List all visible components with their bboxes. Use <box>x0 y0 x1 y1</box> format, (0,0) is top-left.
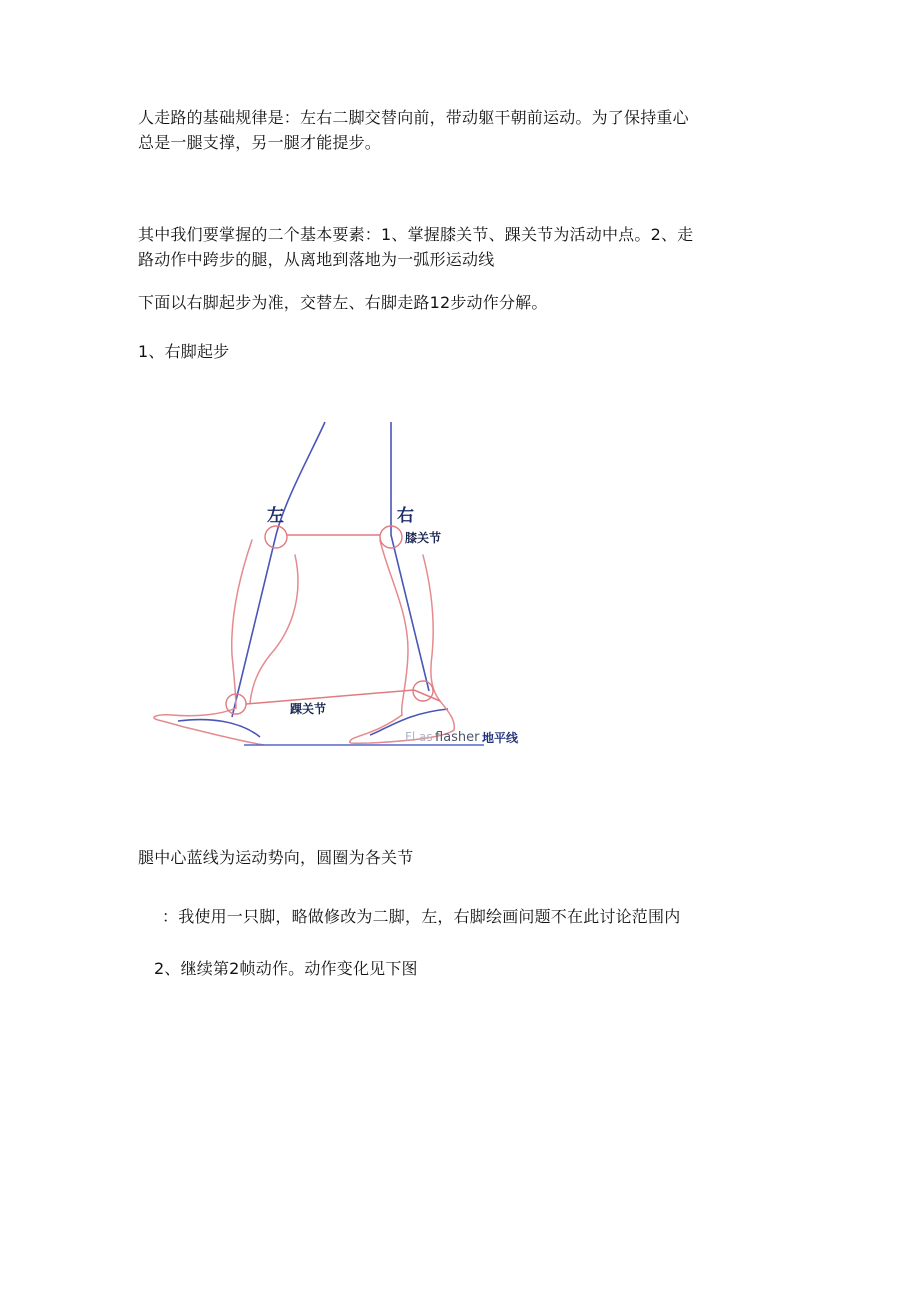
step-1-heading: 1、右脚起步 <box>138 342 230 361</box>
intro-paragraph <box>138 105 778 155</box>
figure-caption: 腿中心蓝线为运动势向，圆圈为各关节 <box>138 848 414 867</box>
ankle-connection-line <box>246 690 414 704</box>
intro-line-2: 总是一腿支撑，另一腿才能提步。 <box>138 133 382 152</box>
knee-joint-label: 膝关节 <box>405 531 442 545</box>
steps-intro: 下面以右脚起步为准，交替左、右脚走路12步动作分解。 <box>138 293 548 312</box>
walk-cycle-figure <box>140 415 535 755</box>
right-label: 右 <box>397 506 414 526</box>
intro-line-1: 人走路的基础规律是：左右二脚交替向前，带动躯干朝前运动。为了保持重心 <box>138 108 689 127</box>
ground-line-label: 地平线 <box>482 731 519 745</box>
left-leg-center-line <box>232 422 325 717</box>
walk-cycle-diagram <box>140 415 535 755</box>
left-foot-outline <box>154 708 264 745</box>
joint-circles <box>226 526 433 714</box>
watermark-logo: flasher <box>435 730 480 745</box>
step-2-heading: 2、继续第2帧动作。动作变化见下图 <box>154 959 418 978</box>
right-leg-back-outline <box>380 540 408 715</box>
center-lines <box>178 422 448 737</box>
watermark-prefix: Fl as <box>405 730 433 744</box>
key-elements-line-1: 其中我们要掌握的二个基本要素：1、掌握膝关节、踝关节为活动中点。2、走 <box>138 225 694 244</box>
left-label: 左 <box>267 506 284 526</box>
key-elements-line-2: 路动作中跨步的腿，从离地到落地为一弧形运动线 <box>138 250 495 269</box>
left-leg-front-outline <box>250 555 298 703</box>
author-note: ：我使用一只脚，略做修改为二脚，左，右脚绘画问题不在此讨论范围内 <box>162 907 681 926</box>
key-elements-paragraph <box>138 222 778 272</box>
left-leg-back-outline <box>232 540 252 708</box>
ankle-joint-label: 踝关节 <box>290 702 327 716</box>
